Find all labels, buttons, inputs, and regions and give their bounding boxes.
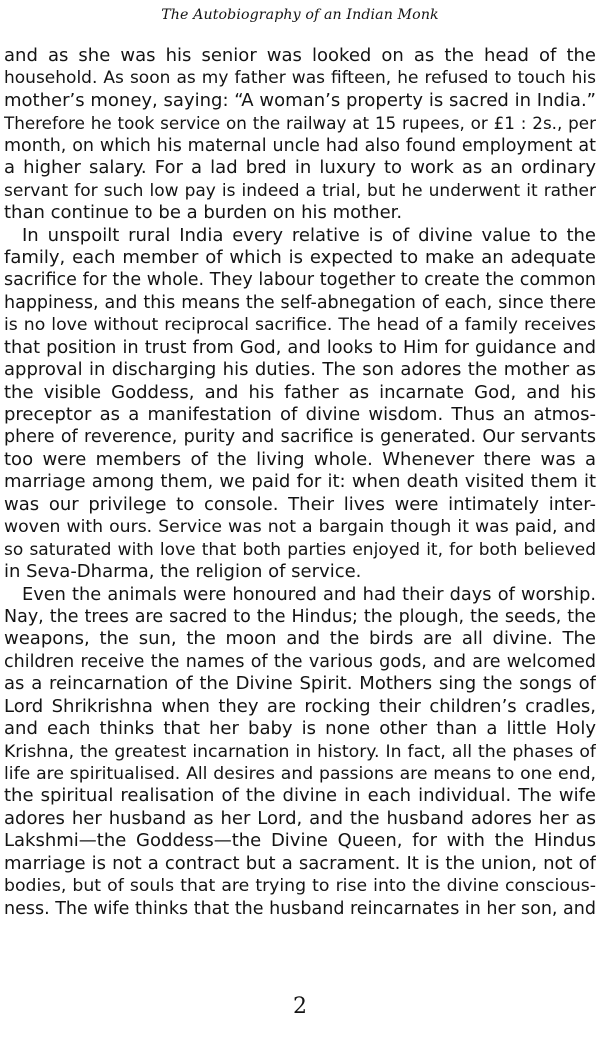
text-line: household. As soon as my father was fifteen, he refused to touch his (4, 68, 596, 89)
text-line: and each thinks that her baby is none other than a little Holy (4, 718, 596, 740)
text-line: preceptor as a manifestation of divine wisdom. Thus an atmos- (4, 404, 596, 425)
text-line: Lord Shrikrishna when they are rocking their children’s cradles, (4, 695, 596, 717)
text-line: marriage is not a contract but a sacrament. It is the union, not of (4, 852, 596, 874)
text-line: Therefore he took service on the railway at 15 rupees, or £1 : 2s., per (4, 113, 596, 134)
text-line: Nay, the trees are sacred to the Hindus; the plough, the seeds, the (4, 606, 596, 627)
text-line: sacrifice for the whole. They labour together to create the common (4, 270, 596, 291)
paragraph (4, 225, 596, 584)
text-line: bodies, but of souls that are trying to rise into the divine conscious- (4, 876, 596, 897)
running-head-title: The Autobiography of an Indian Monk (161, 7, 439, 23)
text-line: In unspoilt rural India every relative is of divine value to the (22, 224, 596, 246)
text-line: than continue to be a burden on his mother. (4, 202, 403, 224)
text-line: that position in trust from God, and looks to Him for guidance and (4, 337, 596, 358)
text-line: month, on which his maternal uncle had also found employment at (4, 135, 596, 156)
text-line: and as she was his senior was looked on as the head of the (4, 45, 596, 66)
text-line: Lakshmi—the Goddess—the Divine Queen, for with the Hindus (4, 830, 596, 852)
text-line: phere of reverence, purity and sacrifice is generated. Our servants (4, 427, 596, 448)
text-line: Even the animals were honoured and had their days of worship. (22, 584, 596, 605)
text-line: a higher salary. For a lad bred in luxury to work as an ordinary (4, 157, 596, 179)
text-line: the visible Goddess, and his father as incarnate God, and his (4, 381, 596, 403)
text-line: approval in discharging his duties. The son adores the mother as (4, 359, 596, 381)
text-line: family, each member of which is expected to make an adequate (4, 246, 596, 268)
text-line: life are spiritualised. All desires and passions are means to one end, (4, 764, 596, 784)
text-line: as a reincarnation of the Divine Spirit. Mothers sing the songs of (4, 673, 596, 695)
text-line: in Seva-Dharma, the religion of service. (4, 561, 362, 583)
text-line: mother’s money, saying: “A woman’s property is sacred in India.” (4, 89, 596, 111)
text-line: marriage among them, we paid for it: when death visited them it (4, 471, 596, 493)
text-line: Krishna, the greatest incarnation in history. In fact, all the phases of (4, 741, 596, 762)
text-line: adores her husband as her Lord, and the husband adores her as (4, 807, 596, 829)
page-number: 2 (293, 994, 307, 1019)
body-text (4, 45, 596, 920)
paragraph (4, 584, 596, 921)
text-line: so saturated with love that both parties enjoyed it, for both believed (4, 539, 596, 560)
paragraph (4, 45, 596, 225)
text-line: weapons, the sun, the moon and the birds are all divine. The (4, 628, 596, 650)
text-line: happiness, and this means the self-abnegation of each, since there (4, 292, 596, 313)
text-line: woven with ours. Service was not a bargain though it was paid, and (4, 517, 596, 538)
text-line: the spiritual realisation of the divine in each individual. The wife (4, 785, 596, 807)
text-line: is no love without reciprocal sacrifice. The head of a family receives (4, 315, 596, 336)
text-line: ness. The wife thinks that the husband reincarnates in her son, and (4, 898, 596, 919)
text-line: children receive the names of the various gods, and are welcomed (4, 651, 596, 672)
text-line: too were members of the living whole. Whenever there was a (4, 448, 596, 470)
text-line: was our privilege to console. Their lives were intimately inter- (4, 493, 596, 515)
text-line: servant for such low pay is indeed a trial, but he underwent it rather (4, 180, 596, 201)
